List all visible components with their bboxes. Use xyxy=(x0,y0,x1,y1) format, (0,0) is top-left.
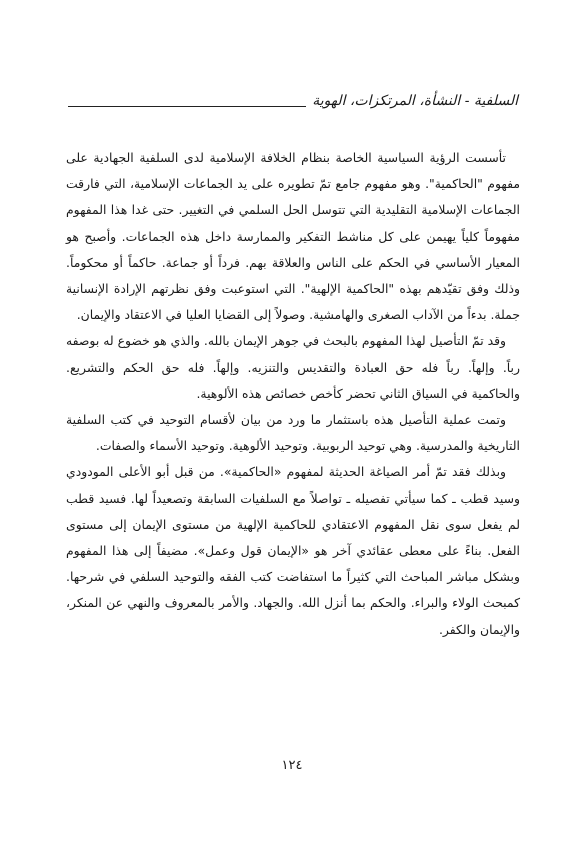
paragraph: تأسست الرؤية السياسية الخاصة بنظام الخلافة الإسلامية لدى السلفية الجهادية على مفهوم "الحاكمية". وهو مفهوم جامع تمّ تطويره على يد الجماعات الإسلامية، التي فارقت الجماعات الإسلامية التقليدية التي تتوسل الحل السلمي في التغيير. حتى غدا هذا المفهوم مفهوماً كلياً يهيمن على كل مناشط التفكير والممارسة داخل هذه الجماعات. وأصبح هو المعيار الأساسي في الحكم على الناس والعلاقة بهم. فرداً أو جماعة. حاكماً أو محكوماً. وذلك وفق تقيّدهم بهذه "الحاكمية الإلهية". التي استوعبت وفق نظرتهم الإرادة الإنسانية جملة. بدءاً من الآداب الصغرى والهامشية. وصولاً إلى القضايا العليا في الاعتقاد والإيمان. xyxy=(66,150,520,323)
page-number: ١٢٤ xyxy=(281,758,303,773)
paragraph: وتمت عملية التأصيل هذه باستثمار ما ورد من بيان لأقسام التوحيد في كتب السلفية التاريخية والمدرسية. وهي توحيد الربوبية. وتوحيد الألوهية. وتوحيد الأسماء والصفات. xyxy=(66,412,520,454)
running-header-title: السلفية - النشأة، المرتكزات، الهوية xyxy=(312,93,518,109)
running-header xyxy=(68,88,518,110)
paragraph: وبذلك فقد تمّ أمر الصياغة الحديثة لمفهوم «الحاكمية». من قبل أبو الأعلى المودودي وسيد قطب ـ كما سيأتي تفصيله ـ تواصلاً مع السلفيات السابقة وتصعيداً لها. فسيد قطب لم يفعل سوى نقل المفهوم الاعتقادي للحاكمية الإلهية من مستوى الإيمان إلى مستوى الفعل. بناءً على معطى عقائدي آخر هو «الإيمان قول وعمل». مضيفاً إلى هذا المفهوم وبشكل مباشر المباحث التي كثيراً ما استفاضت كتب الفقه والتوحيد السلفي في شرحها. كمبحث الولاء والبراء. والحكم بما أنزل الله. والجهاد. والأمر بالمعروف والنهي عن المنكر، والإيمان والكفر. xyxy=(66,464,520,637)
header-rule xyxy=(68,106,306,107)
paragraph: وقد تمّ التأصيل لهذا المفهوم بالبحث في جوهر الإيمان بالله. والذي هو خضوع له بوصفه رباً. وإلهاً. رباً فله حق العبادة والتقديس والتنزيه. وإلهاً. فله حق الحكم والتشريع. والحاكمية في السياق الثاني تحضر كأخص خصائص هذه الألوهية. xyxy=(66,333,520,401)
body-text xyxy=(66,145,520,643)
